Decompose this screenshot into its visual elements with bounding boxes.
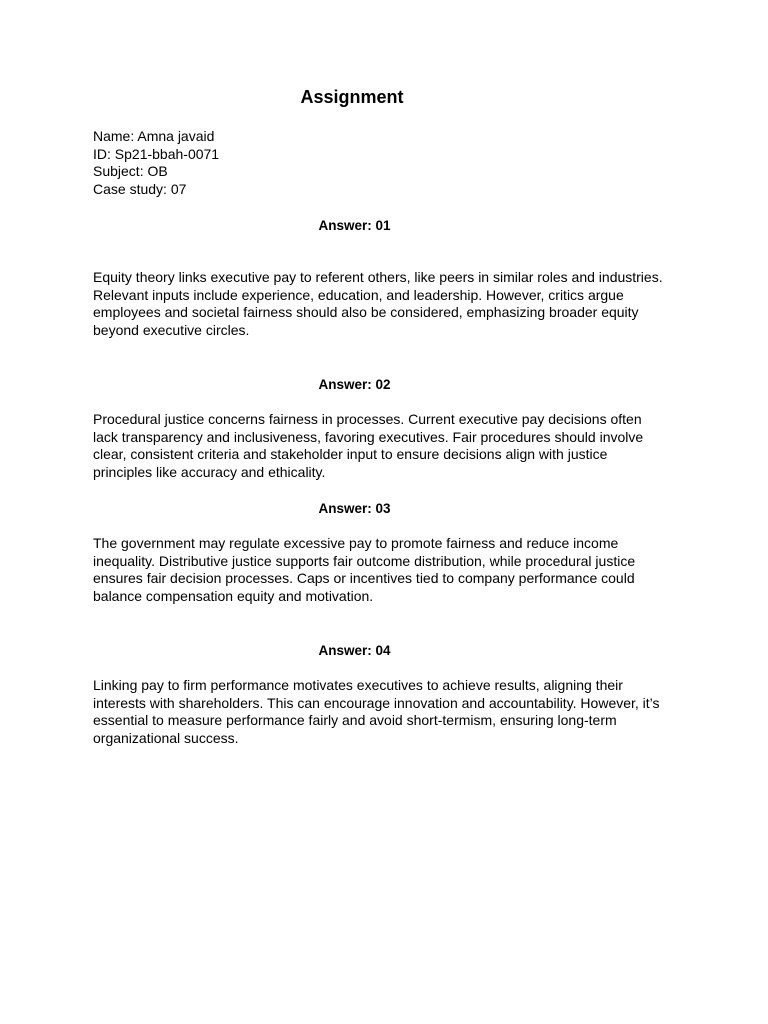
answer-01-line: Relevant inputs include experience, education, and leadership. However, critics argue — [93, 286, 624, 303]
answer-01-line: Equity theory links executive pay to referent others, like peers in similar roles and industries. — [93, 269, 663, 285]
answer-04-body — [93, 677, 683, 747]
answer-04-line: Linking pay to firm performance motivates executives to achieve results, aligning their — [93, 677, 623, 693]
answer-03-line: balance compensation equity and motivation. — [93, 587, 374, 604]
case-study: Case study: 07 — [93, 180, 187, 197]
answer-01-heading: Answer: 01 — [318, 218, 391, 233]
answer-01-line: beyond executive circles. — [93, 321, 250, 338]
answer-01-body — [93, 269, 683, 339]
answer-04-line: interests with shareholders. This can encourage innovation and accountability. However, it’s — [93, 694, 660, 711]
answer-02-line: lack transparency and inclusiveness, favoring executives. Fair procedures should involve — [93, 428, 644, 445]
answer-03-heading: Answer: 03 — [318, 501, 391, 516]
answer-02-line: Procedural justice concerns fairness in processes. Current executive pay decisions often — [93, 411, 642, 427]
answer-02-line: principles like accuracy and ethicality. — [93, 463, 326, 480]
answer-03-line: The government may regulate excessive pay to promote fairness and reduce income — [93, 535, 619, 551]
answer-03-body — [93, 535, 683, 605]
answer-03-line: inequality. Distributive justice supports fair outcome distribution, while procedural justice — [93, 552, 636, 569]
answer-02-heading: Answer: 02 — [318, 377, 391, 392]
document-title: Assignment — [300, 87, 404, 107]
answer-03-line: ensures fair decision processes. Caps or incentives tied to company performance could — [93, 570, 635, 587]
answer-04-heading: Answer: 04 — [318, 643, 391, 658]
answer-02-line: clear, consistent criteria and stakeholder input to ensure decisions align with justice — [93, 446, 608, 463]
student-name: Name: Amna javaid — [93, 128, 215, 144]
answer-04-line: organizational success. — [93, 729, 239, 746]
answer-04-line: essential to measure performance fairly and avoid short-termism, ensuring long-term — [93, 712, 617, 729]
subject: Subject: OB — [93, 163, 168, 179]
answer-02-body — [93, 411, 683, 481]
student-info — [93, 128, 219, 198]
student-id: ID: Sp21-bbah-0071 — [93, 145, 220, 162]
answer-01-line: employees and societal fairness should also be considered, emphasizing broader equity — [93, 304, 639, 321]
